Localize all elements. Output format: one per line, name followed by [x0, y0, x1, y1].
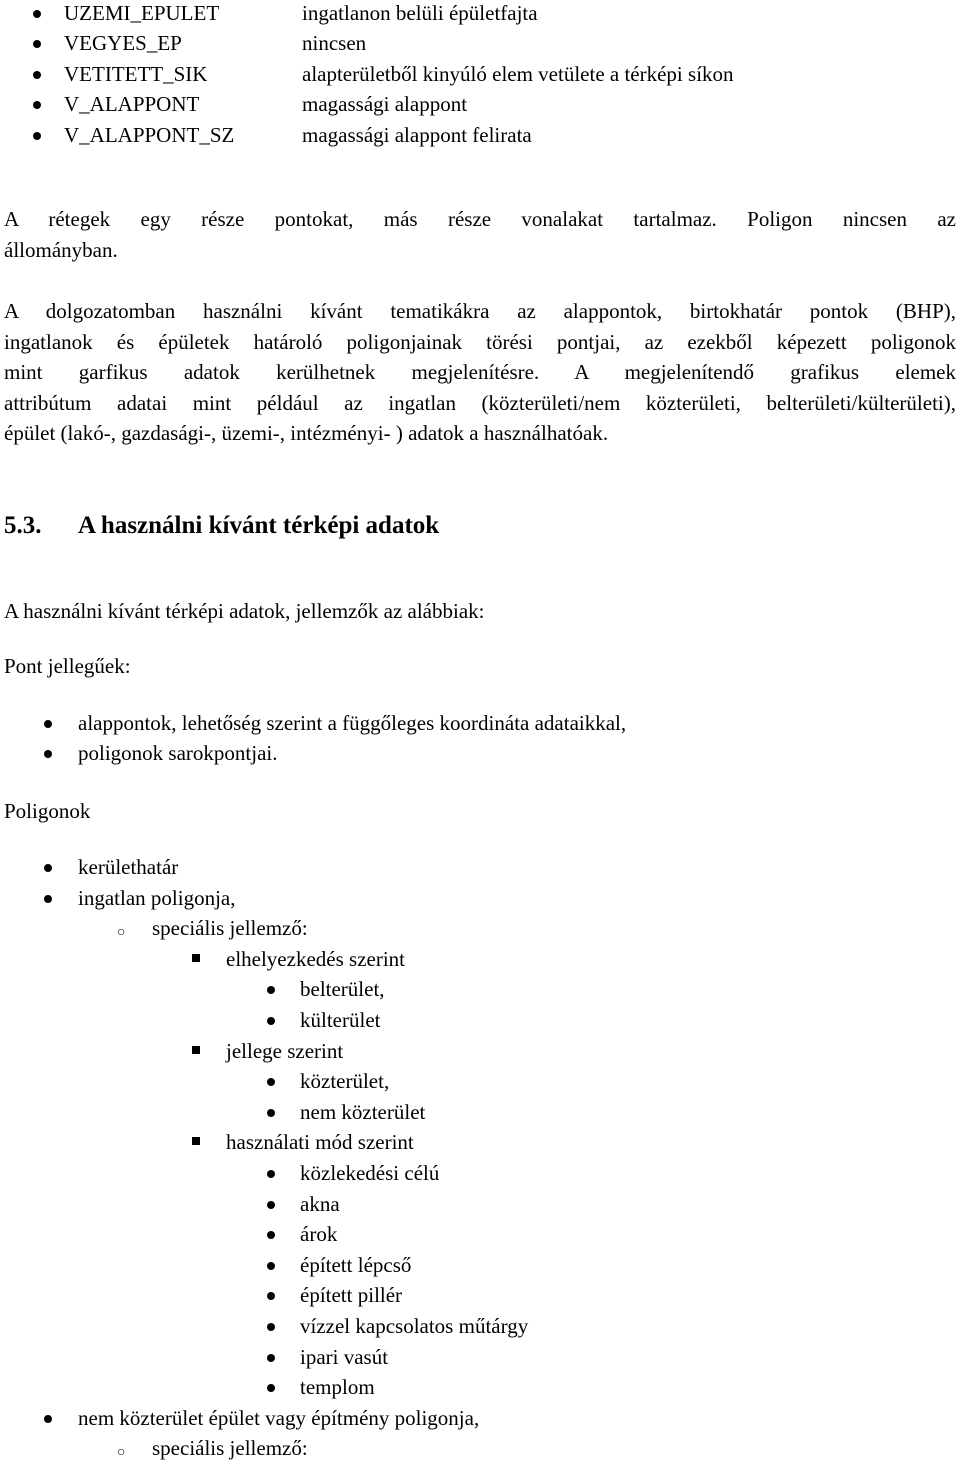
bullet-icon — [267, 1323, 275, 1331]
layer-description: alapterületből kinyúló elem vetülete a térképi síkon — [302, 62, 734, 86]
bullet-icon — [267, 1017, 275, 1025]
bullet-icon — [33, 101, 41, 109]
layer-name: V_ALAPPONT — [64, 92, 200, 116]
bullet-icon — [267, 1078, 275, 1086]
outline-item-text: ingatlan poligonja, — [78, 885, 236, 910]
bullet-icon — [33, 71, 41, 79]
bullet-icon — [267, 1231, 275, 1239]
outline-item-text: templom — [300, 1375, 375, 1400]
bullet-icon — [33, 132, 41, 140]
layer-description: magassági alappont — [302, 92, 468, 116]
outline-item-text: speciális jellemző: — [152, 1436, 308, 1461]
paragraph-line: mint garfikus adatok kerülhetnek megjelenítésre. A megjelenítendő grafikus elemek — [4, 360, 956, 384]
bullet-icon — [33, 10, 41, 18]
outline-item-text: közterület, — [300, 1069, 390, 1094]
paragraph-line: A rétegek egy része pontokat, más része vonalakat tartalmaz. Poligon nincsen az — [4, 207, 956, 231]
layer-name: UZEMI_EPULET — [64, 1, 220, 25]
list-item-text: poligonok sarokpontjai. — [78, 741, 278, 765]
outline-item-text: külterület — [300, 1008, 381, 1032]
list-item-text: alappontok, lehetőség szerint a függőleges koordináta adataikkal, — [78, 711, 627, 735]
polygon-heading: Poligonok — [4, 799, 91, 823]
point-heading: Pont jellegűek: — [4, 654, 131, 678]
layer-name: VETITETT_SIK — [64, 62, 208, 86]
outline-item-text: épített lépcső — [300, 1252, 412, 1277]
section-number: 5.3. — [4, 512, 42, 539]
square-bullet-icon — [192, 1137, 200, 1145]
bullet-icon — [267, 1170, 275, 1178]
bullet-icon — [267, 1109, 275, 1117]
intro-text: A használni kívánt térképi adatok, jellemzők az alábbiak: — [4, 599, 485, 623]
bullet-icon — [267, 1262, 275, 1270]
outline-item-text: épített pillér — [300, 1283, 403, 1308]
square-bullet-icon — [192, 1046, 200, 1054]
bullet-icon — [44, 864, 52, 872]
bullet-icon — [44, 750, 52, 758]
paragraph-layers-content — [4, 204, 956, 265]
outline-item-text: kerülethatár — [78, 855, 179, 879]
outline-item-text: használati mód szerint — [226, 1130, 414, 1155]
bullet-icon — [33, 40, 41, 48]
paragraph-line: épület (lakó-, gazdasági-, üzemi-, intézményi- ) adatok a használhatóak. — [4, 421, 609, 445]
outline-item-text: jellege szerint — [226, 1038, 344, 1063]
outline-item-text: közlekedési célú — [300, 1161, 440, 1185]
paragraph-line: ingatlanok és épületek határoló poligonjainak törési pontjai, az ezekből képezett poligonok — [4, 329, 956, 354]
bullet-icon — [267, 1354, 275, 1362]
outline-item-text: nem közterület épület vagy építmény poligonja, — [78, 1405, 480, 1430]
outline-item-text: akna — [300, 1191, 340, 1216]
layer-description: nincsen — [302, 31, 367, 55]
layer-name: V_ALAPPONT_SZ — [64, 123, 235, 147]
bullet-icon — [267, 1384, 275, 1392]
paragraph-line: attribútum adatai mint például az ingatlan (közterületi/nem közterületi, belterületi/külterületi), — [4, 390, 956, 415]
square-bullet-icon — [192, 954, 200, 962]
bullet-icon — [44, 720, 52, 728]
bullet-icon — [44, 895, 52, 903]
outline-item-text: nem közterület — [300, 1099, 426, 1124]
circle-bullet-icon: ○ — [117, 923, 126, 940]
outline-item-text: belterület, — [300, 977, 385, 1002]
layer-description: ingatlanon belüli épületfajta — [302, 1, 538, 25]
section-title: A használni kívánt térképi adatok — [78, 512, 440, 539]
bullet-icon — [44, 1415, 52, 1423]
outline-item-text: speciális jellemző: — [152, 916, 308, 941]
paragraph-line: A dolgozatomban használni kívánt tematikákra az alappontok, birtokhatár pontok (BHP), — [4, 299, 956, 323]
circle-bullet-icon: ○ — [117, 1443, 126, 1460]
paragraph-thematics — [4, 296, 956, 449]
outline-item-text: árok — [300, 1222, 338, 1247]
bullet-icon — [267, 1201, 275, 1209]
outline-item-text: elhelyezkedés szerint — [226, 946, 405, 971]
outline-item-text: ipari vasút — [300, 1344, 389, 1369]
layer-name: VEGYES_EP — [64, 31, 182, 55]
bullet-icon — [267, 986, 275, 994]
layer-description: magassági alappont felirata — [302, 123, 532, 147]
bullet-icon — [267, 1292, 275, 1300]
paragraph-line: állományban. — [4, 237, 118, 262]
outline-item-text: vízzel kapcsolatos műtárgy — [300, 1314, 529, 1338]
